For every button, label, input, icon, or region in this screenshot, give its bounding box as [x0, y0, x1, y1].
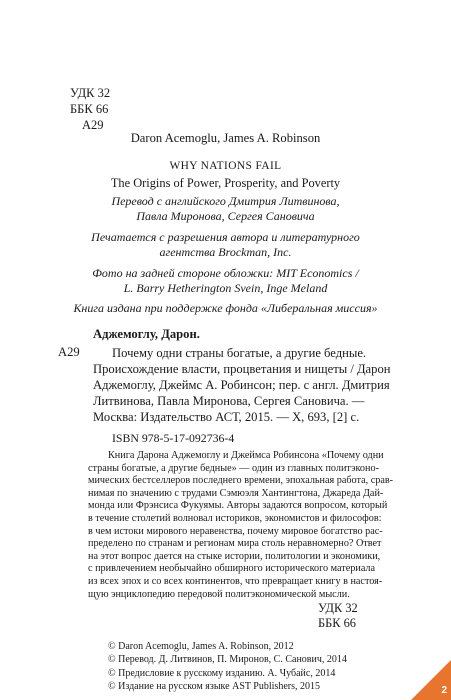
- annotation-line: пределено по странам и регионам мира столь неравномерно? Ответ: [88, 538, 382, 550]
- original-authors: Daron Acemoglu, James A. Robinson: [130, 131, 321, 145]
- translators-line-1: Перевод с английского Дмитрия Литвинова,: [111, 194, 340, 208]
- catalog-line: Происхождение власти, процветания и нищеты / Дарон: [93, 362, 391, 376]
- bbk-code: ББК 66: [70, 102, 109, 116]
- annotation-line: в чем истоки мирового неравенства, почему мировое богатство рас-: [88, 525, 383, 537]
- catalog-line: Почему одни страны богатые, а другие бедные.: [112, 346, 367, 360]
- annotation-line: с привлечением необычайно обширного исторического материала: [88, 563, 376, 575]
- permission-line-2: агентства Brockman, Inc.: [159, 245, 292, 259]
- permission-line-1: Печатается с разрешения автора и литературного: [91, 230, 360, 244]
- annotation-line: на этот вопрос дается на стыке истории, политологии и экономики,: [88, 550, 381, 562]
- annotation-udk: УДК 32: [318, 601, 358, 615]
- catalog-line: Москва: Издательство АСТ, 2015. — X, 693, [2] с.: [93, 410, 360, 424]
- original-subtitle: The Origins of Power, Prosperity, and Poverty: [110, 176, 341, 190]
- annotation-line: в течение столетий волновал историков, экономистов и философов:: [88, 513, 382, 524]
- copyright-line: © Daron Acemoglu, James A. Robinson, 2012: [108, 641, 294, 652]
- annotation-line: из всех эпох и со всех континентов, что превращает книгу в настоя-: [88, 576, 383, 587]
- copyright-line: © Предисловие к русскому изданию. А. Чубайс, 2014: [108, 667, 336, 679]
- photo-credit-line-1: Фото на задней стороне обложки: MIT Economics /: [92, 266, 359, 280]
- original-title: WHY NATIONS FAIL: [169, 160, 282, 172]
- annotation-line: монда или Фрэнсиса Фукуямы. Авторы задаются вопросом, который: [88, 500, 388, 512]
- annotation-line: Книга Дарона Аджемоглу и Джеймса Робинсона «Почему одни: [108, 450, 384, 461]
- catalog-heading: Аджемоглу, Дарон.: [93, 327, 200, 341]
- annotation-line: мических бестселлеров последнего времени, эпохальная работа, срав-: [88, 475, 394, 487]
- copyright-line: © Перевод. Д. Литвинов, П. Миронов, С. Санович, 2014: [108, 654, 347, 666]
- author-mark: А29: [82, 118, 104, 132]
- catalog-mark: А29: [58, 345, 80, 359]
- catalog-line: Аджемоглу, Джеймс А. Робинсон; пер. с англ. Дмитрия: [93, 378, 390, 392]
- isbn: ISBN 978-5-17-092736-4: [112, 431, 235, 445]
- udk-code: УДК 32: [70, 86, 111, 100]
- page-number-badge: 2: [441, 685, 447, 696]
- copyright-line: © Издание на русском языке AST Publishers, 2015: [108, 681, 320, 693]
- support-line: Книга издана при поддержке фонда «Либеральная миссия»: [73, 301, 378, 315]
- photo-credit-line-2: L. Barry Hetherington Svein, Inge Meland: [123, 281, 328, 295]
- annotation-bbk: ББК 66: [318, 616, 356, 630]
- annotation-line: нимая по значению с трудами Сэмюэля Хантингтона, Джареда Дай-: [88, 487, 384, 499]
- translators-line-2: Павла Миронова, Сергея Сановича: [136, 209, 315, 223]
- catalog-line: Литвинова, Павла Миронова, Сергея Сановича. —: [93, 394, 365, 408]
- annotation-line: щую энциклопедию передовой политэкономической мысли.: [88, 588, 350, 600]
- annotation-line: страны богатые, а другие бедные» — один из главных политэконо-: [88, 462, 379, 474]
